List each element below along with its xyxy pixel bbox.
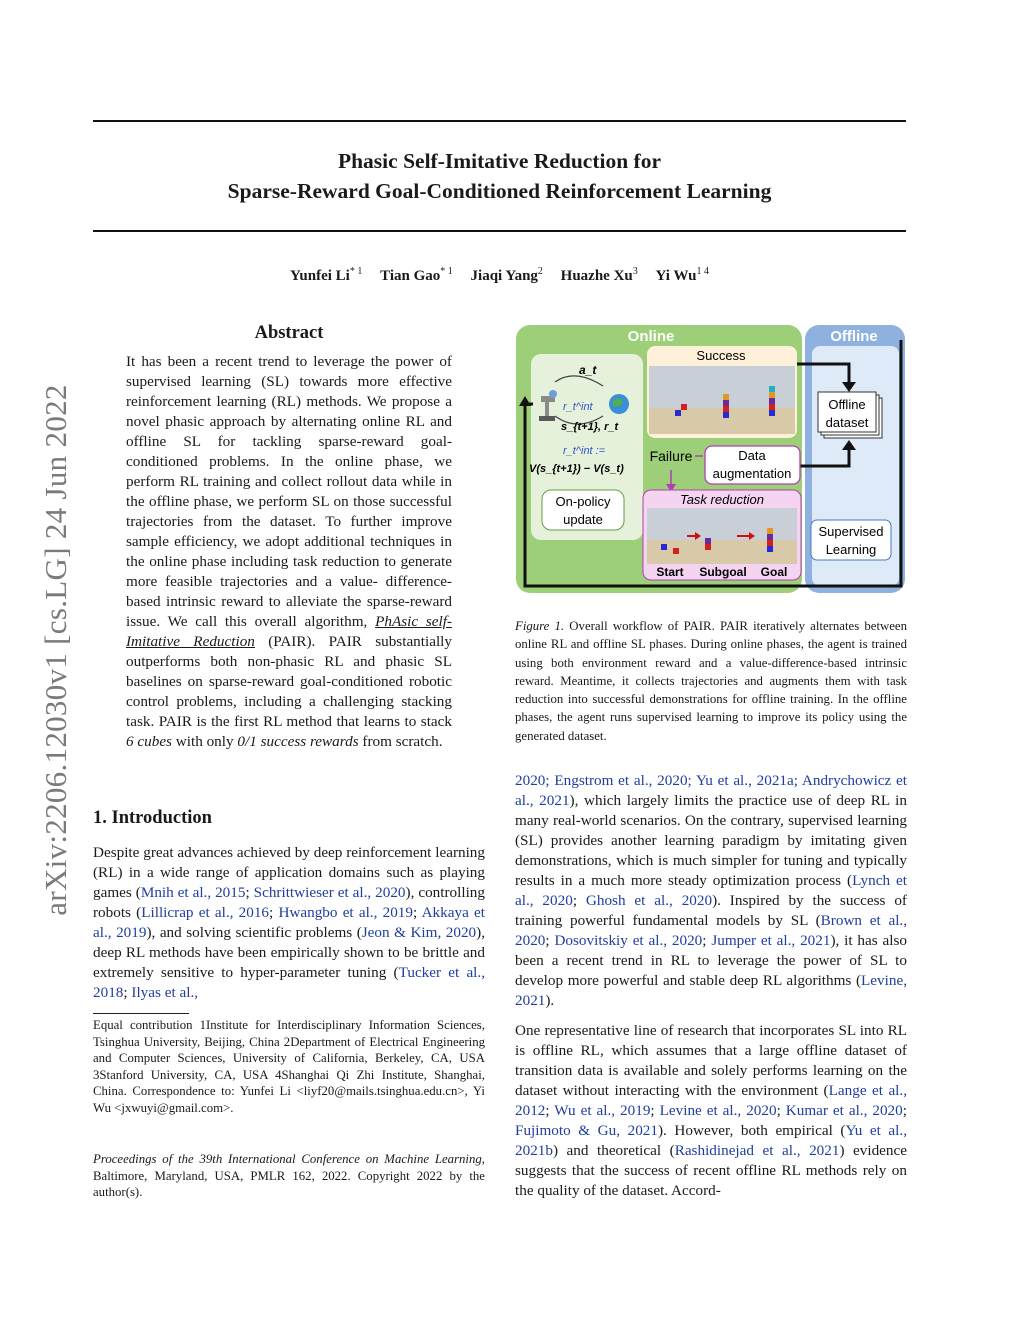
citation-link[interactable]: Brown et al., 2020	[515, 912, 908, 949]
citation-link[interactable]: Yu et al., 2021b	[515, 1122, 907, 1159]
title-top-rule	[93, 120, 906, 122]
intrinsic-reward-label: r_t^int	[563, 401, 593, 413]
citation-link[interactable]: 2020; Engstrom et al., 2020; Yu et al., 2021a; Andrychowicz et al., 2021	[515, 772, 907, 809]
offline-rl-paragraph: One representative line of research that incorporates SL into RL is offline RL, which assumes that a large offline dataset of transition data is available and solely performs learning on the dataset without interacting with the environment (Lange et al., 2012; Wu et al., 2019; Levine et al., 2020; Kumar et al., 2020; Fujimoto & Gu, 2021). However, both empirical (Yu et al., 2021b) and theoretical (Rashidinejad et al., 2021) evidence suggests that the success of recent offline RL methods rely on the quality of the dataset. Accord-	[515, 1022, 907, 1199]
citation-link[interactable]: Dosovitskiy et al., 2020	[554, 932, 703, 949]
intro-paragraph-continued: 2020; Engstrom et al., 2020; Yu et al., 2021a; Andrychowicz et al., 2021), which largely limits the practice use of deep RL in many real-world scenarios. On the contrary, supervised learning (SL) provides another learning paradigm by imitating given demonstrations, which is much simpler for tuning and typically results in a much more steady optimization process (Lynch et al., 2020; Ghosh et al., 2020). Inspired by the success of training powerful fundamental models by SL (Brown et al., 2020; Dosovitskiy et al., 2020; Jumper et al., 2021), it has also been a recent trend in RL to leverage the power of SL to develop more powerful and stable deep RL algorithms (Levine, 2021).	[515, 772, 908, 1009]
supervised-label-2: Learning	[825, 542, 877, 557]
citation-link[interactable]: Schrittwieser et al., 2020	[253, 884, 406, 901]
paper-title-line-2: Sparse-Reward Goal-Conditioned Reinforcement Learning	[227, 179, 772, 203]
reduction-table	[647, 540, 797, 564]
footnote: Equal contribution 1Institute for Interdisciplinary Information Sciences, Tsinghua University, Beijing, China 2Department of Electrical Engineering and Computer Sciences, University of California, Berkeley, CA, USA 3Stanford University, CA, USA 4Shanghai Qi Zhi Institute, Shanghai, China. Correspondence to: Yunfei Li <liyf20@mails.tsinghua.edu.cn>, Yi Wu <jxwuyi@gmail.com>.	[93, 1018, 485, 1115]
online-label: Online	[627, 328, 675, 345]
success-label: Success	[696, 348, 746, 363]
dataset-label-1: Offline	[828, 397, 866, 412]
abstract-body: It has been a recent trend to leverage the power of supervised learning (SL) towards more effective reinforcement learning (RL) methods. We propose a novel phasic approach by alternating online RL and offline SL for tackling sparse-reward goal-conditioned problems. In the online phase, we perform RL training and collect rollout data while in the offline phase, we perform SL on those successful trajectories from the dataset. To further improve sample efficiency, we adopt additional techniques in the online phase including task reduction to generate more feasible trajectories and a value- difference-based intrinsic reward to alleviate the sparse-reward issue. We call this overall algorithm, PhAsic self-Imitative Reduction (PAIR). PAIR substantially outperforms both non-phasic RL and phasic SL baselines on sparse-reward goal-conditioned robotic control problems, including a challenging stacking task. PAIR is the first RL method that learns to stack 6 cubes with only 0/1 success rewards from scratch.	[126, 353, 453, 750]
citation-link[interactable]: Akkaya et al., 2019	[93, 904, 485, 941]
task-reduction-label: Task reduction	[679, 492, 765, 507]
citation-link[interactable]: Fujimoto & Gu, 2021	[515, 1122, 658, 1139]
citation-link[interactable]: Wu et al., 2019	[554, 1102, 651, 1119]
subgoal-label: Subgoal	[699, 565, 747, 579]
figure-1-workflow	[515, 324, 907, 596]
author: Yi $Wu^{1 4}$	[655, 266, 710, 284]
citation-link[interactable]: Ghosh et al., 2020	[585, 892, 713, 909]
onpolicy-label-1: On-policy	[555, 494, 611, 509]
failure-label: Failure	[649, 448, 693, 464]
transition-label: s_{t+1}, r_t	[561, 421, 619, 433]
author: Huazhe Xu$^3$	[560, 266, 638, 284]
goal-label: Goal	[760, 565, 788, 579]
citation-link[interactable]: Lange et al., 2012	[515, 1082, 907, 1119]
abstract-heading: Abstract	[254, 323, 324, 343]
citation-link[interactable]: Lynch et al., 2020	[515, 872, 908, 909]
intrinsic-eq-2: V(s_{t+1}) − V(s_t)	[529, 463, 624, 475]
proceedings-note: Proceedings of the 39th International Conference on Machine Learning, Baltimore, Maryland, USA, PMLR 162, 2022. Copyright 2022 by the author(s).	[93, 1152, 485, 1200]
citation-link[interactable]: Rashidinejad et al., 2021	[674, 1142, 840, 1159]
intro-paragraph: Despite great advances achieved by deep reinforcement learning (RL) in a wide range of application domains such as playing games (Mnih et al., 2015; Schrittwieser et al., 2020), controlling robots (Lillicrap et al., 2016; Hwangbo et al., 2019; Akkaya et al., 2019), and solving scientific problems (Jeon & Kim, 2020), deep RL methods have been empirically shown to be brittle and extremely sensitive to hyper-parameter tuning (Tucker et al., 2018; Ilyas et al.,	[93, 844, 485, 1001]
citation-link[interactable]: Levine et al., 2020	[659, 1102, 777, 1119]
footnote-rule	[93, 1013, 189, 1014]
citation-link[interactable]: Jumper et al., 2021	[711, 932, 831, 949]
arxiv-id: arXiv:2206.12030v1 [cs.LG] 24 Jun 2022	[38, 384, 73, 916]
intrinsic-eq-1: r_t^int :=	[563, 445, 606, 457]
citation-link[interactable]: Mnih et al., 2015	[140, 884, 246, 901]
citation-link[interactable]: Tucker et al., 2018	[93, 964, 485, 1001]
start-label: Start	[656, 565, 684, 579]
figure-1-caption: Figure 1. Overall workflow of PAIR. PAIR iteratively alternates between online RL and offline SL phases. During online phases, the agent is trained using both environment reward and a value-difference-based intrinsic reward. Meantime, it collects trajectories and augments them with task reduction into successful demonstrations for offline training. In the offline phases, the agent runs supervised learning to improve its policy using the generated dataset.	[515, 619, 907, 743]
author-list	[93, 266, 906, 285]
citation-link[interactable]: Lillicrap et al., 2016	[141, 904, 270, 921]
author: Tian Gao$^{* 1}$	[380, 266, 453, 284]
title-bottom-rule	[93, 230, 906, 232]
offline-label: Offline	[830, 328, 878, 345]
dataset-label-2: dataset	[825, 415, 869, 430]
supervised-label-1: Supervised	[818, 524, 884, 539]
intro-heading: 1. Introduction	[93, 808, 212, 828]
paper-title-line-1: Phasic Self-Imitative Reduction for	[337, 149, 662, 173]
method-name: PhAsic self-Imitative Reduction	[126, 613, 453, 650]
author: Jiaqi Yang$^2$	[470, 266, 543, 284]
citation-link[interactable]: Jeon & Kim, 2020	[361, 924, 477, 941]
action-label: a_t	[579, 363, 597, 377]
citation-link[interactable]: Kumar et al., 2020	[785, 1102, 903, 1119]
data-aug-label-2: augmentation	[712, 466, 792, 481]
onpolicy-label-2: update	[563, 512, 603, 527]
data-aug-label-1: Data	[738, 448, 766, 463]
citation-link[interactable]: Hwangbo et al., 2019	[278, 904, 413, 921]
citation-link[interactable]: Levine, 2021	[515, 972, 907, 1009]
author: Yunfei Li$^{* 1}$	[289, 266, 363, 284]
citation-link[interactable]: Ilyas et al.,	[131, 984, 199, 1001]
